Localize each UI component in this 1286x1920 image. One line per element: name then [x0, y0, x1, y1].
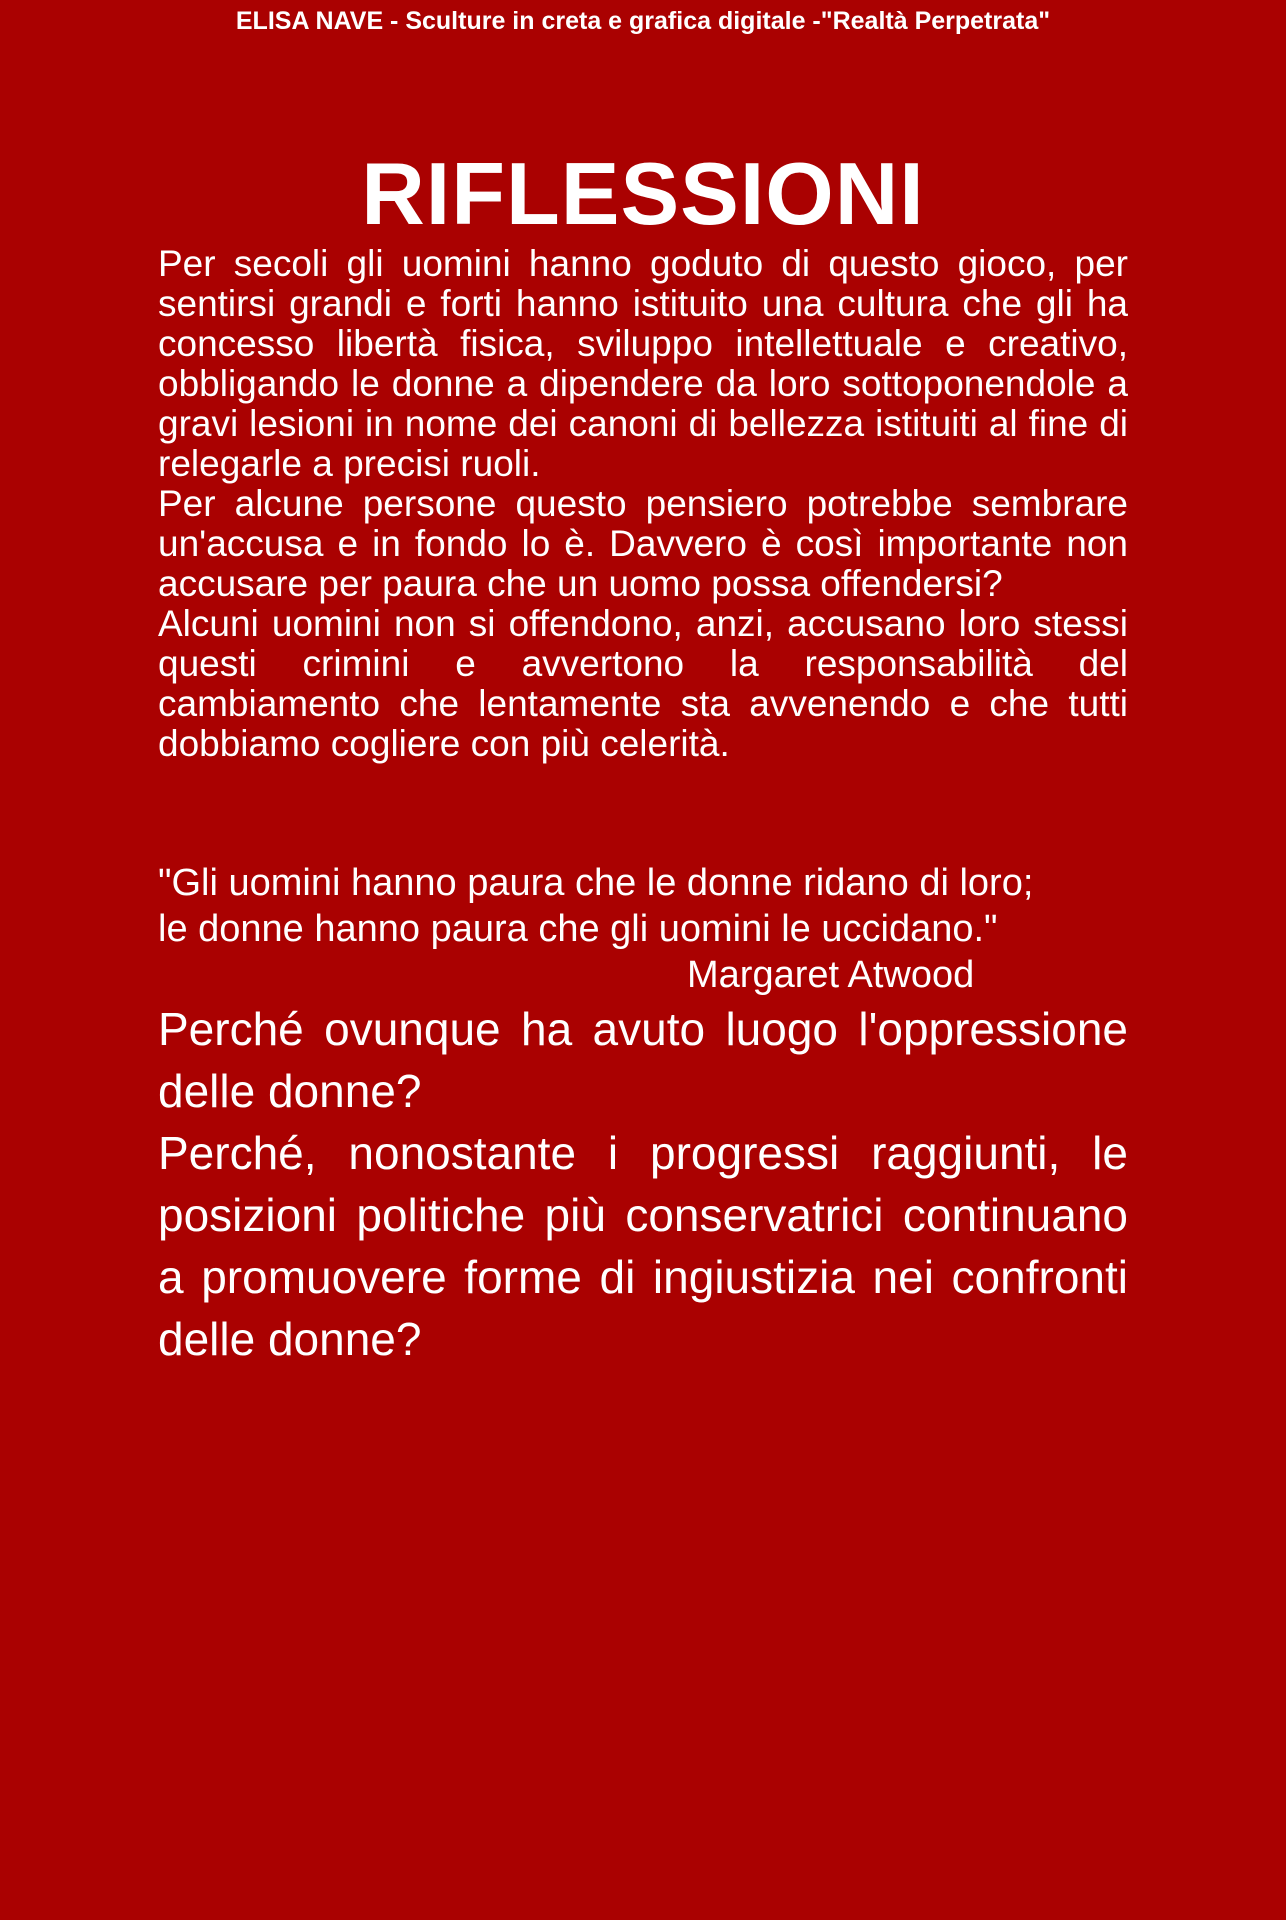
quote-attribution: Margaret Atwood — [687, 954, 975, 996]
paragraph-accusation: Per alcune persone questo pensiero potrebbe sembrare un'accusa e in fondo lo è. Davvero è così importante non accusare per paura che un uomo possa offendersi? — [158, 483, 1128, 604]
page-header — [0, 0, 1286, 38]
question-oppression: Perché ovunque ha avuto luogo l'oppressione delle donne? — [158, 1003, 1128, 1117]
quote-line-1: "Gli uomini hanno paura che le donne ridano di loro; — [158, 862, 1034, 904]
header-text: ELISA NAVE - Sculture in creta e grafica digitale -"Realtà Perpetrata" — [235, 7, 1051, 35]
content-area — [158, 244, 1128, 1370]
paragraph-centuries: Per secoli gli uomini hanno goduto di questo gioco, per sentirsi grandi e forti hanno istituito una cultura che gli ha concesso libertà fisica, sviluppo intellettuale e creativo, obbligando le donne a dipendere da loro sottoponendole a gravi lesioni in nome dei canoni di bellezza istituiti al fine di relegarle a precisi ruoli. — [158, 243, 1128, 484]
quote-block — [158, 860, 1128, 998]
paragraph-some-men: Alcuni uomini non si offendono, anzi, accusano loro stessi questi crimini e avvertono la responsabilità del cambiamento che lentamente sta avvenendo e che tutti dobbiamo cogliere con più celerità. — [158, 603, 1128, 764]
quote-line-2: le donne hanno paura che gli uomini le uccidano." — [158, 908, 998, 950]
question-politics: Perché, nonostante i progressi raggiunti, le posizioni politiche più conservatrici continuano a promuovere forme di ingiustizia nei confronti delle donne? — [158, 1127, 1128, 1365]
page-title: RIFLESSIONI — [361, 144, 925, 243]
